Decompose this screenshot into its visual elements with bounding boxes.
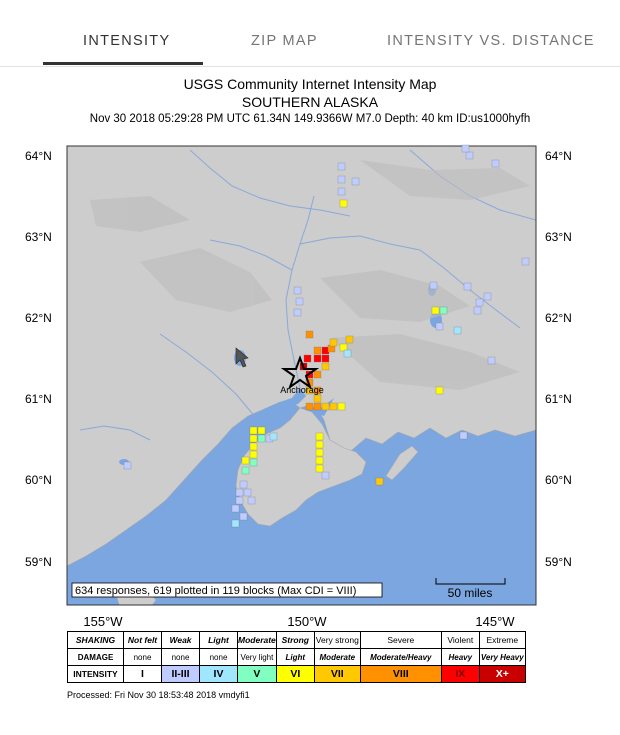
cdi-block (316, 457, 323, 464)
lon-label: 155°W (83, 614, 123, 628)
cdi-block (454, 327, 461, 334)
cdi-block (294, 287, 301, 294)
legend-intensity-cell: II-III (162, 666, 200, 683)
cdi-block (440, 307, 447, 314)
cdi-block (484, 293, 491, 300)
intensity-map[interactable] (0, 128, 620, 628)
legend-row-label: DAMAGE (68, 649, 124, 666)
cdi-block (492, 160, 499, 167)
cdi-block (522, 258, 529, 265)
lat-label: 61°N (545, 392, 572, 406)
cdi-block (436, 387, 443, 394)
tab-intensity[interactable]: INTENSITY (83, 33, 171, 49)
legend-row-label: INTENSITY (68, 666, 124, 683)
lat-label: 63°N (545, 230, 572, 244)
cdi-block (240, 513, 247, 520)
lat-label: 64°N (545, 149, 572, 163)
cdi-block (250, 427, 257, 434)
responses-text: 634 responses, 619 plotted in 119 blocks (Max CDI = VIII) (75, 585, 357, 597)
legend-cell: Strong (276, 632, 314, 649)
lat-label: 63°N (25, 230, 52, 244)
legend-row-label: SHAKING (68, 632, 124, 649)
cdi-block (338, 163, 345, 170)
cdi-block (258, 427, 265, 434)
map-title: USGS Community Internet Intensity Map (183, 76, 437, 92)
intensity-legend (67, 631, 526, 683)
scale-label: 50 miles (447, 586, 493, 600)
cdi-block (306, 331, 313, 338)
lon-label: 150°W (287, 614, 327, 628)
event-info: Nov 30 2018 05:29:28 PM UTC 61.34N 149.9366W M7.0 Depth: 40 km ID:us1000hyfh (89, 113, 531, 125)
cdi-block (330, 339, 337, 346)
legend-intensity-cell: VIII (360, 666, 441, 683)
region-title: SOUTHERN ALASKA (241, 94, 379, 110)
cdi-block (258, 435, 265, 442)
cdi-block (306, 403, 313, 410)
cdi-block (322, 403, 329, 410)
cdi-block (488, 357, 495, 364)
cdi-block (316, 465, 323, 472)
legend-cell: Extreme (479, 632, 525, 649)
legend-cell: Moderate (238, 632, 277, 649)
legend-cell: Severe (360, 632, 441, 649)
lon-labels (83, 614, 515, 628)
lat-label: 62°N (545, 311, 572, 325)
cdi-block (316, 441, 323, 448)
cdi-block (314, 395, 321, 402)
cdi-block (242, 457, 249, 464)
cdi-block (330, 403, 337, 410)
legend-cell: Very strong (314, 632, 360, 649)
cdi-block (244, 489, 251, 496)
legend-cell: Very Heavy (479, 649, 525, 666)
cdi-block (296, 298, 303, 305)
cdi-block (376, 478, 383, 485)
cdi-block (314, 371, 321, 378)
legend-cell: Light (200, 632, 238, 649)
city-label: Anchorage (280, 385, 324, 395)
cdi-block (462, 145, 469, 152)
cdi-block (314, 347, 321, 354)
cdi-block (294, 309, 301, 316)
cdi-block (270, 433, 277, 440)
cdi-block (250, 435, 257, 442)
legend-intensity-cell: VI (276, 666, 314, 683)
cdi-block (316, 449, 323, 456)
cdi-block (338, 188, 345, 195)
lat-label: 62°N (25, 311, 52, 325)
cdi-block (232, 520, 239, 527)
legend-cell: Light (276, 649, 314, 666)
lat-label: 60°N (25, 473, 52, 487)
cdi-block (466, 152, 473, 159)
legend-cell: Moderate/Heavy (360, 649, 441, 666)
cdi-block (124, 462, 131, 469)
legend-intensity-cell: IV (200, 666, 238, 683)
cdi-block (240, 481, 247, 488)
legend-intensity-cell: X+ (479, 666, 525, 683)
cdi-block (232, 505, 239, 512)
cdi-block (322, 363, 329, 370)
cdi-block (474, 307, 481, 314)
cdi-block (432, 307, 439, 314)
legend-cell: Not felt (124, 632, 162, 649)
cdi-block (316, 433, 323, 440)
cdi-block (436, 323, 443, 330)
legend-cell: Moderate (314, 649, 360, 666)
lat-label: 59°N (25, 555, 52, 569)
cdi-block (464, 283, 471, 290)
cdi-block (248, 497, 255, 504)
legend-intensity-row (68, 666, 526, 683)
cdi-block (322, 472, 329, 479)
cdi-block (250, 459, 257, 466)
lat-label: 64°N (25, 149, 52, 163)
legend-damage-row (68, 649, 526, 666)
legend-cell: Violent (441, 632, 479, 649)
lat-label: 61°N (25, 392, 52, 406)
cdi-block (476, 299, 483, 306)
cdi-block (250, 443, 257, 450)
cdi-block (314, 355, 321, 362)
cdi-block (340, 200, 347, 207)
cdi-block (344, 350, 351, 357)
processed-timestamp: Processed: Fri Nov 30 18:53:48 2018 vmdyfi1 (67, 690, 250, 700)
cdi-block (250, 451, 257, 458)
active-tab-indicator (43, 62, 203, 65)
lat-label: 60°N (545, 473, 572, 487)
cdi-block (242, 467, 249, 474)
legend-cell: Heavy (441, 649, 479, 666)
cdi-block (236, 497, 243, 504)
cdi-block (430, 282, 437, 289)
legend-cell: none (200, 649, 238, 666)
cdi-block (314, 403, 321, 410)
legend-cell: Weak (162, 632, 200, 649)
cdi-block (236, 489, 243, 496)
legend-intensity-cell: I (124, 666, 162, 683)
legend-cell: none (162, 649, 200, 666)
legend-shaking-row (68, 632, 526, 649)
lon-label: 145°W (475, 614, 515, 628)
tab-bar (0, 0, 620, 67)
cdi-block (338, 403, 345, 410)
cdi-block (460, 432, 467, 439)
legend-intensity-cell: VII (314, 666, 360, 683)
cdi-block (338, 176, 345, 183)
legend-intensity-cell: IX (441, 666, 479, 683)
legend-cell: Very light (238, 649, 277, 666)
cdi-block (346, 336, 353, 343)
tab-intensity-vs-distance[interactable]: INTENSITY VS. DISTANCE (387, 33, 595, 49)
cdi-block (352, 178, 359, 185)
lat-label: 59°N (545, 555, 572, 569)
cdi-block (322, 355, 329, 362)
tab-zip-map[interactable]: ZIP MAP (251, 33, 318, 49)
cdi-block (304, 355, 311, 362)
legend-cell: none (124, 649, 162, 666)
legend-intensity-cell: V (238, 666, 277, 683)
